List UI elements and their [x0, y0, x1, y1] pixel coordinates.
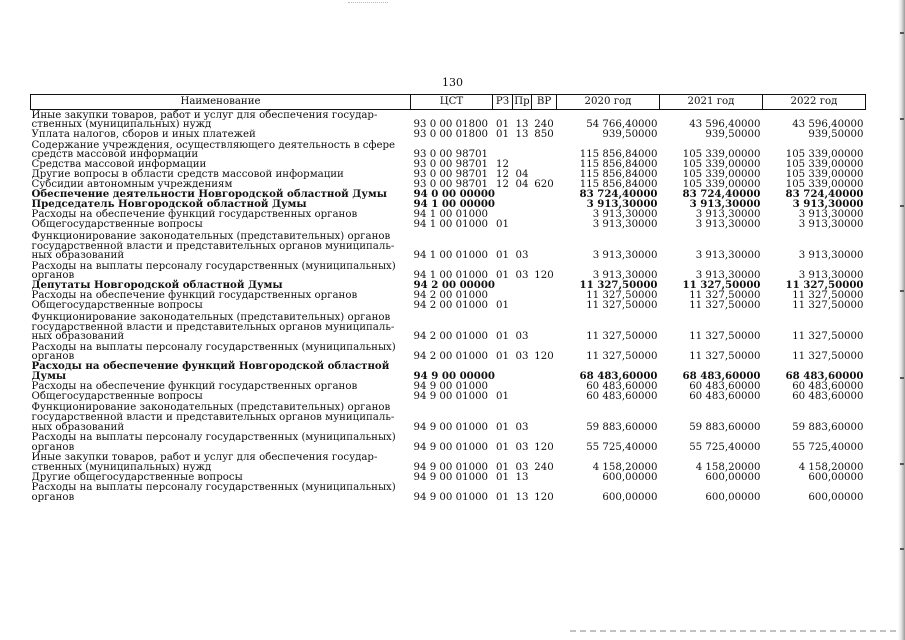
- cell-name: Расходы на выплаты персоналу государственных (муниципальных) органов: [31, 482, 396, 503]
- cell-name: Общегосударственные вопросы: [31, 219, 203, 231]
- table-row: [31, 311, 866, 342]
- cell-2022: 939,50000: [808, 129, 864, 141]
- cell-vr: 240: [534, 461, 554, 473]
- cell-pr: 04: [515, 179, 529, 191]
- cell-cst: 94 1 00 01000: [413, 219, 489, 231]
- cell-2022: 4 158,20000: [798, 461, 864, 473]
- cell-rz: 01: [496, 250, 509, 262]
- cell-name: Расходы на обеспечение функций государственных органов: [31, 380, 358, 392]
- cell-2020: 3 913,30000: [592, 219, 658, 231]
- header-pr: Пр: [513, 95, 532, 110]
- cell-2022: 600,00000: [808, 491, 864, 503]
- cell-name: Расходы на обеспечение функций государственных органов: [31, 209, 358, 221]
- cell-cst: 94 9 00 00000: [413, 369, 496, 382]
- header-2021: 2021 год: [660, 95, 763, 110]
- cell-2021: 11 327,50000: [689, 290, 761, 302]
- cell-pr: 03: [515, 351, 529, 363]
- cell-vr: [532, 210, 557, 220]
- cell-2022: 105 339,00000: [785, 169, 864, 181]
- table-row: [31, 391, 866, 401]
- cell-2021: 60 483,60000: [689, 390, 761, 402]
- cell-rz: 01: [496, 351, 509, 363]
- cell-pr: 04: [515, 169, 529, 181]
- cell-cst: 94 2 00 01000: [413, 351, 489, 363]
- cell-2022: 3 913,30000: [792, 198, 864, 211]
- cell-rz: [493, 200, 513, 210]
- cell-2022: 3 913,30000: [798, 219, 864, 231]
- cell-name: Общегосударственные вопросы: [31, 390, 203, 402]
- cell-vr: [532, 190, 557, 200]
- cell-pr: 13: [515, 119, 529, 131]
- table-row: [31, 130, 866, 140]
- cell-rz: 01: [496, 461, 509, 473]
- cell-pr: [513, 190, 532, 200]
- cell-2020: 68 483,60000: [579, 369, 658, 382]
- cell-vr: 240: [534, 119, 554, 131]
- cell-2021: 11 327,50000: [682, 279, 761, 292]
- cell-rz: [493, 381, 513, 391]
- cell-name: Общегосударственные вопросы: [31, 300, 203, 312]
- cell-name: Депутаты Новгородской областной Думы: [31, 279, 283, 292]
- cell-2020: 11 327,50000: [586, 331, 658, 343]
- cell-vr: [532, 140, 557, 160]
- cell-cst: 94 9 00 01000: [413, 471, 489, 483]
- cell-name: Функционирование законодательных (представительных) органов государственной власти и представительных органов муниципаль-ных образований: [31, 402, 395, 433]
- table-row: [31, 482, 866, 502]
- cell-name: Председатель Новгородской областной Думы: [31, 198, 307, 211]
- cell-2020: 115 856,84000: [579, 179, 658, 191]
- header-rz: РЗ: [493, 95, 513, 110]
- cell-2020: 11 327,50000: [579, 279, 658, 292]
- cell-2020: 11 327,50000: [586, 351, 658, 363]
- cell-name: Другие вопросы в области средств массовой информации: [31, 169, 344, 181]
- cell-cst: 94 9 00 01000: [413, 491, 489, 503]
- cell-2020: 115 856,84000: [579, 159, 658, 171]
- cell-vr: 620: [534, 179, 554, 191]
- cell-vr: [532, 311, 557, 342]
- cell-rz: [493, 140, 513, 160]
- table-row: [31, 401, 866, 432]
- cell-2020: 60 483,60000: [586, 390, 658, 402]
- cell-2020: 3 913,30000: [592, 209, 658, 221]
- table-row: [31, 110, 866, 131]
- cell-2022: 59 883,60000: [792, 421, 864, 433]
- cell-rz: [493, 362, 513, 381]
- cell-2022: 3 913,30000: [798, 270, 864, 282]
- cell-2022: 68 483,60000: [785, 369, 864, 382]
- cell-name: Иные закупки товаров, работ и услуг для обеспечения государ-ственных (муниципальных) нужд: [31, 109, 378, 131]
- cell-cst: 94 2 00 01000: [413, 331, 489, 343]
- cell-name: Расходы на выплаты персоналу государственных (муниципальных) органов: [31, 341, 396, 363]
- table-row: [31, 230, 866, 261]
- cell-pr: [513, 281, 532, 291]
- budget-table: [30, 94, 866, 502]
- cell-rz: 12: [496, 179, 509, 191]
- cell-name: Функционирование законодательных (представительных) органов государственной власти и представительных органов муниципаль-ных образований: [31, 312, 395, 343]
- cell-cst: 94 9 00 01000: [413, 380, 489, 392]
- cell-pr: 03: [515, 461, 529, 473]
- table-row: [31, 452, 866, 472]
- cell-name: Средства массовой информации: [31, 159, 207, 171]
- cell-2021: 60 483,60000: [689, 380, 761, 392]
- cell-pr: [513, 140, 532, 160]
- cell-pr: [513, 301, 532, 311]
- cell-pr: [513, 291, 532, 301]
- cell-cst: 94 2 00 01000: [413, 300, 489, 312]
- cell-cst: 93 0 00 98701: [413, 179, 489, 191]
- cell-cst: 94 2 00 01000: [413, 290, 489, 302]
- cell-rz: 01: [496, 390, 509, 402]
- cell-name: Расходы на обеспечение функций государственных органов: [31, 290, 358, 302]
- cell-2022: 60 483,60000: [792, 380, 864, 392]
- cell-2022: 83 724,40000: [785, 188, 864, 201]
- cell-2020: 115 856,84000: [579, 149, 658, 161]
- cell-vr: 120: [534, 351, 554, 363]
- cell-pr: 03: [515, 270, 529, 282]
- cell-2022: 600,00000: [808, 471, 864, 483]
- header-2020: 2020 год: [557, 95, 660, 110]
- cell-2020: 600,00000: [602, 471, 658, 483]
- cell-rz: 01: [496, 441, 509, 453]
- cell-rz: 01: [496, 421, 509, 433]
- cell-pr: [513, 362, 532, 381]
- cell-name: Расходы на выплаты персоналу государственных (муниципальных) органов: [31, 260, 396, 282]
- cell-2021: 105 339,00000: [682, 149, 761, 161]
- cell-2022: 3 913,30000: [798, 209, 864, 221]
- cell-cst: 93 0 00 98701: [413, 149, 489, 161]
- cell-2022: 105 339,00000: [785, 149, 864, 161]
- cell-name: Иные закупки товаров, работ и услуг для обеспечения государ-ственных (муниципальных) нужд: [31, 452, 378, 473]
- cell-2020: 55 725,40000: [586, 441, 658, 453]
- cell-vr: [532, 401, 557, 432]
- cell-vr: [532, 472, 557, 482]
- header-cst: ЦСТ: [411, 95, 493, 110]
- cell-cst: 93 0 00 01800: [413, 119, 489, 131]
- cell-name: Обеспечение деятельности Новгородской областной Думы: [31, 188, 387, 201]
- cell-2020: 939,50000: [602, 129, 658, 141]
- cell-rz: 01: [496, 331, 509, 343]
- cell-vr: [532, 291, 557, 301]
- scan-edge-shadow: [898, 0, 905, 640]
- cell-name: Содержание учреждения, осуществляющего деятельность в сфере средств массовой информации: [31, 139, 396, 161]
- cell-2021: 68 483,60000: [682, 369, 761, 382]
- cell-2020: 60 483,60000: [586, 380, 658, 392]
- table-row: [31, 220, 866, 230]
- cell-rz: 01: [496, 471, 509, 483]
- cell-cst: 94 9 00 01000: [413, 441, 489, 453]
- cell-cst: 94 9 00 01000: [413, 390, 489, 402]
- header-vr: ВР: [532, 95, 557, 110]
- cell-rz: 01: [496, 129, 509, 141]
- cell-2020: 11 327,50000: [586, 290, 658, 302]
- cell-vr: [532, 220, 557, 230]
- cell-2020: 4 158,20000: [592, 461, 658, 473]
- cell-rz: 12: [496, 169, 509, 181]
- cell-vr: 120: [534, 491, 554, 503]
- cell-2022: 11 327,50000: [792, 331, 864, 343]
- cell-2021: 11 327,50000: [689, 300, 761, 312]
- table-row: [31, 472, 866, 482]
- cell-2022: 60 483,60000: [792, 390, 864, 402]
- cell-cst: 93 0 00 01800: [413, 129, 489, 141]
- cell-vr: [532, 200, 557, 210]
- cell-vr: [532, 230, 557, 261]
- cell-2021: 59 883,60000: [689, 421, 761, 433]
- cell-2022: 11 327,50000: [792, 351, 864, 363]
- cell-2021: 4 158,20000: [695, 461, 761, 473]
- cell-pr: [513, 381, 532, 391]
- cell-2021: 55 725,40000: [689, 441, 761, 453]
- table-row: [31, 381, 866, 391]
- cell-name: Расходы на выплаты персоналу государственных (муниципальных) органов: [31, 432, 396, 453]
- cell-rz: 01: [496, 491, 509, 503]
- cell-pr: [513, 391, 532, 401]
- cell-rz: 01: [496, 300, 509, 312]
- cell-2021: 83 724,40000: [682, 188, 761, 201]
- cell-vr: 120: [534, 441, 554, 453]
- table-body: [31, 110, 866, 503]
- cell-2020: 115 856,84000: [579, 169, 658, 181]
- cell-pr: [513, 210, 532, 220]
- cell-2020: 3 913,30000: [592, 250, 658, 262]
- cell-2021: 105 339,00000: [682, 179, 761, 191]
- cell-cst: 94 1 00 01000: [413, 270, 489, 282]
- cell-2021: 3 913,30000: [695, 219, 761, 231]
- cell-cst: 94 1 00 00000: [413, 198, 496, 211]
- cell-cst: 94 9 00 01000: [413, 421, 489, 433]
- cell-2021: 11 327,50000: [689, 331, 761, 343]
- cell-name: Расходы на обеспечение функций Новгородской областной Думы: [31, 360, 390, 382]
- cell-name: Уплата налогов, сборов и иных платежей: [31, 129, 256, 141]
- cell-cst: 94 2 00 00000: [413, 279, 496, 292]
- scan-smudge-bottom: [570, 630, 900, 632]
- cell-2021: 939,50000: [705, 129, 761, 141]
- cell-vr: [532, 301, 557, 311]
- cell-vr: [532, 281, 557, 291]
- cell-pr: 03: [515, 250, 529, 262]
- cell-2022: 43 596,40000: [792, 119, 864, 131]
- cell-pr: 13: [515, 129, 529, 141]
- cell-name: Функционирование законодательных (представительных) органов государственной власти и представительных органов муниципаль-ных образований: [31, 231, 395, 262]
- table-row: [31, 342, 866, 362]
- cell-cst: 94 1 00 01000: [413, 250, 489, 262]
- cell-2021: 600,00000: [705, 491, 761, 503]
- cell-2021: 105 339,00000: [682, 159, 761, 171]
- cell-2020: 3 913,30000: [586, 198, 658, 211]
- cell-name: Другие общегосударственные вопросы: [31, 471, 243, 483]
- cell-2022: 11 327,50000: [785, 279, 864, 292]
- cell-pr: 13: [515, 471, 529, 483]
- cell-cst: 94 9 00 01000: [413, 461, 489, 473]
- cell-2022: 105 339,00000: [785, 179, 864, 191]
- header-name: Наименование: [31, 95, 411, 110]
- cell-2020: 59 883,60000: [586, 421, 658, 433]
- cell-2021: 3 913,30000: [689, 198, 761, 211]
- cell-rz: [493, 281, 513, 291]
- table-row: [31, 140, 866, 160]
- cell-2020: 11 327,50000: [586, 300, 658, 312]
- table-row: [31, 362, 866, 381]
- cell-2020: 600,00000: [602, 491, 658, 503]
- cell-rz: 01: [496, 119, 509, 131]
- cell-2020: 83 724,40000: [579, 188, 658, 201]
- cell-vr: 850: [534, 129, 554, 141]
- cell-cst: 94 0 00 00000: [413, 188, 496, 201]
- cell-2021: 3 913,30000: [695, 209, 761, 221]
- cell-2020: 3 913,30000: [592, 270, 658, 282]
- cell-2022: 105 339,00000: [785, 159, 864, 171]
- cell-2021: 600,00000: [705, 471, 761, 483]
- cell-2021: 105 339,00000: [682, 169, 761, 181]
- cell-rz: 12: [496, 159, 509, 171]
- cell-cst: 94 1 00 01000: [413, 209, 489, 221]
- cell-pr: 03: [515, 421, 529, 433]
- header-2022: 2022 год: [763, 95, 866, 110]
- table-row: [31, 261, 866, 281]
- cell-name: Субсидии автономным учреждениям: [31, 179, 233, 191]
- table-row: [31, 432, 866, 452]
- cell-pr: [513, 220, 532, 230]
- table-row: [31, 301, 866, 311]
- cell-2021: 43 596,40000: [689, 119, 761, 131]
- cell-2021: 3 913,30000: [695, 250, 761, 262]
- page-number: 130: [442, 76, 463, 89]
- cell-2022: 55 725,40000: [792, 441, 864, 453]
- cell-pr: [513, 200, 532, 210]
- cell-2021: 3 913,30000: [695, 270, 761, 282]
- cell-2022: 11 327,50000: [792, 300, 864, 312]
- cell-vr: 120: [534, 270, 554, 282]
- cell-2022: 3 913,30000: [798, 250, 864, 262]
- cell-cst: 93 0 00 98701: [413, 159, 489, 171]
- cell-vr: [532, 362, 557, 381]
- table-header-row: [31, 95, 866, 110]
- cell-rz: 01: [496, 219, 509, 231]
- cell-rz: [493, 190, 513, 200]
- cell-2020: 54 766,40000: [586, 119, 658, 131]
- cell-2021: 11 327,50000: [689, 351, 761, 363]
- cell-pr: 03: [515, 331, 529, 343]
- cell-vr: [532, 160, 557, 170]
- cell-rz: 01: [496, 270, 509, 282]
- cell-pr: 13: [515, 491, 529, 503]
- cell-2022: 11 327,50000: [792, 290, 864, 302]
- cell-pr: 03: [515, 441, 529, 453]
- cell-vr: [532, 381, 557, 391]
- cell-cst: 93 0 00 98701: [413, 169, 489, 181]
- scan-smudge-top: [348, 2, 388, 4]
- cell-vr: [532, 391, 557, 401]
